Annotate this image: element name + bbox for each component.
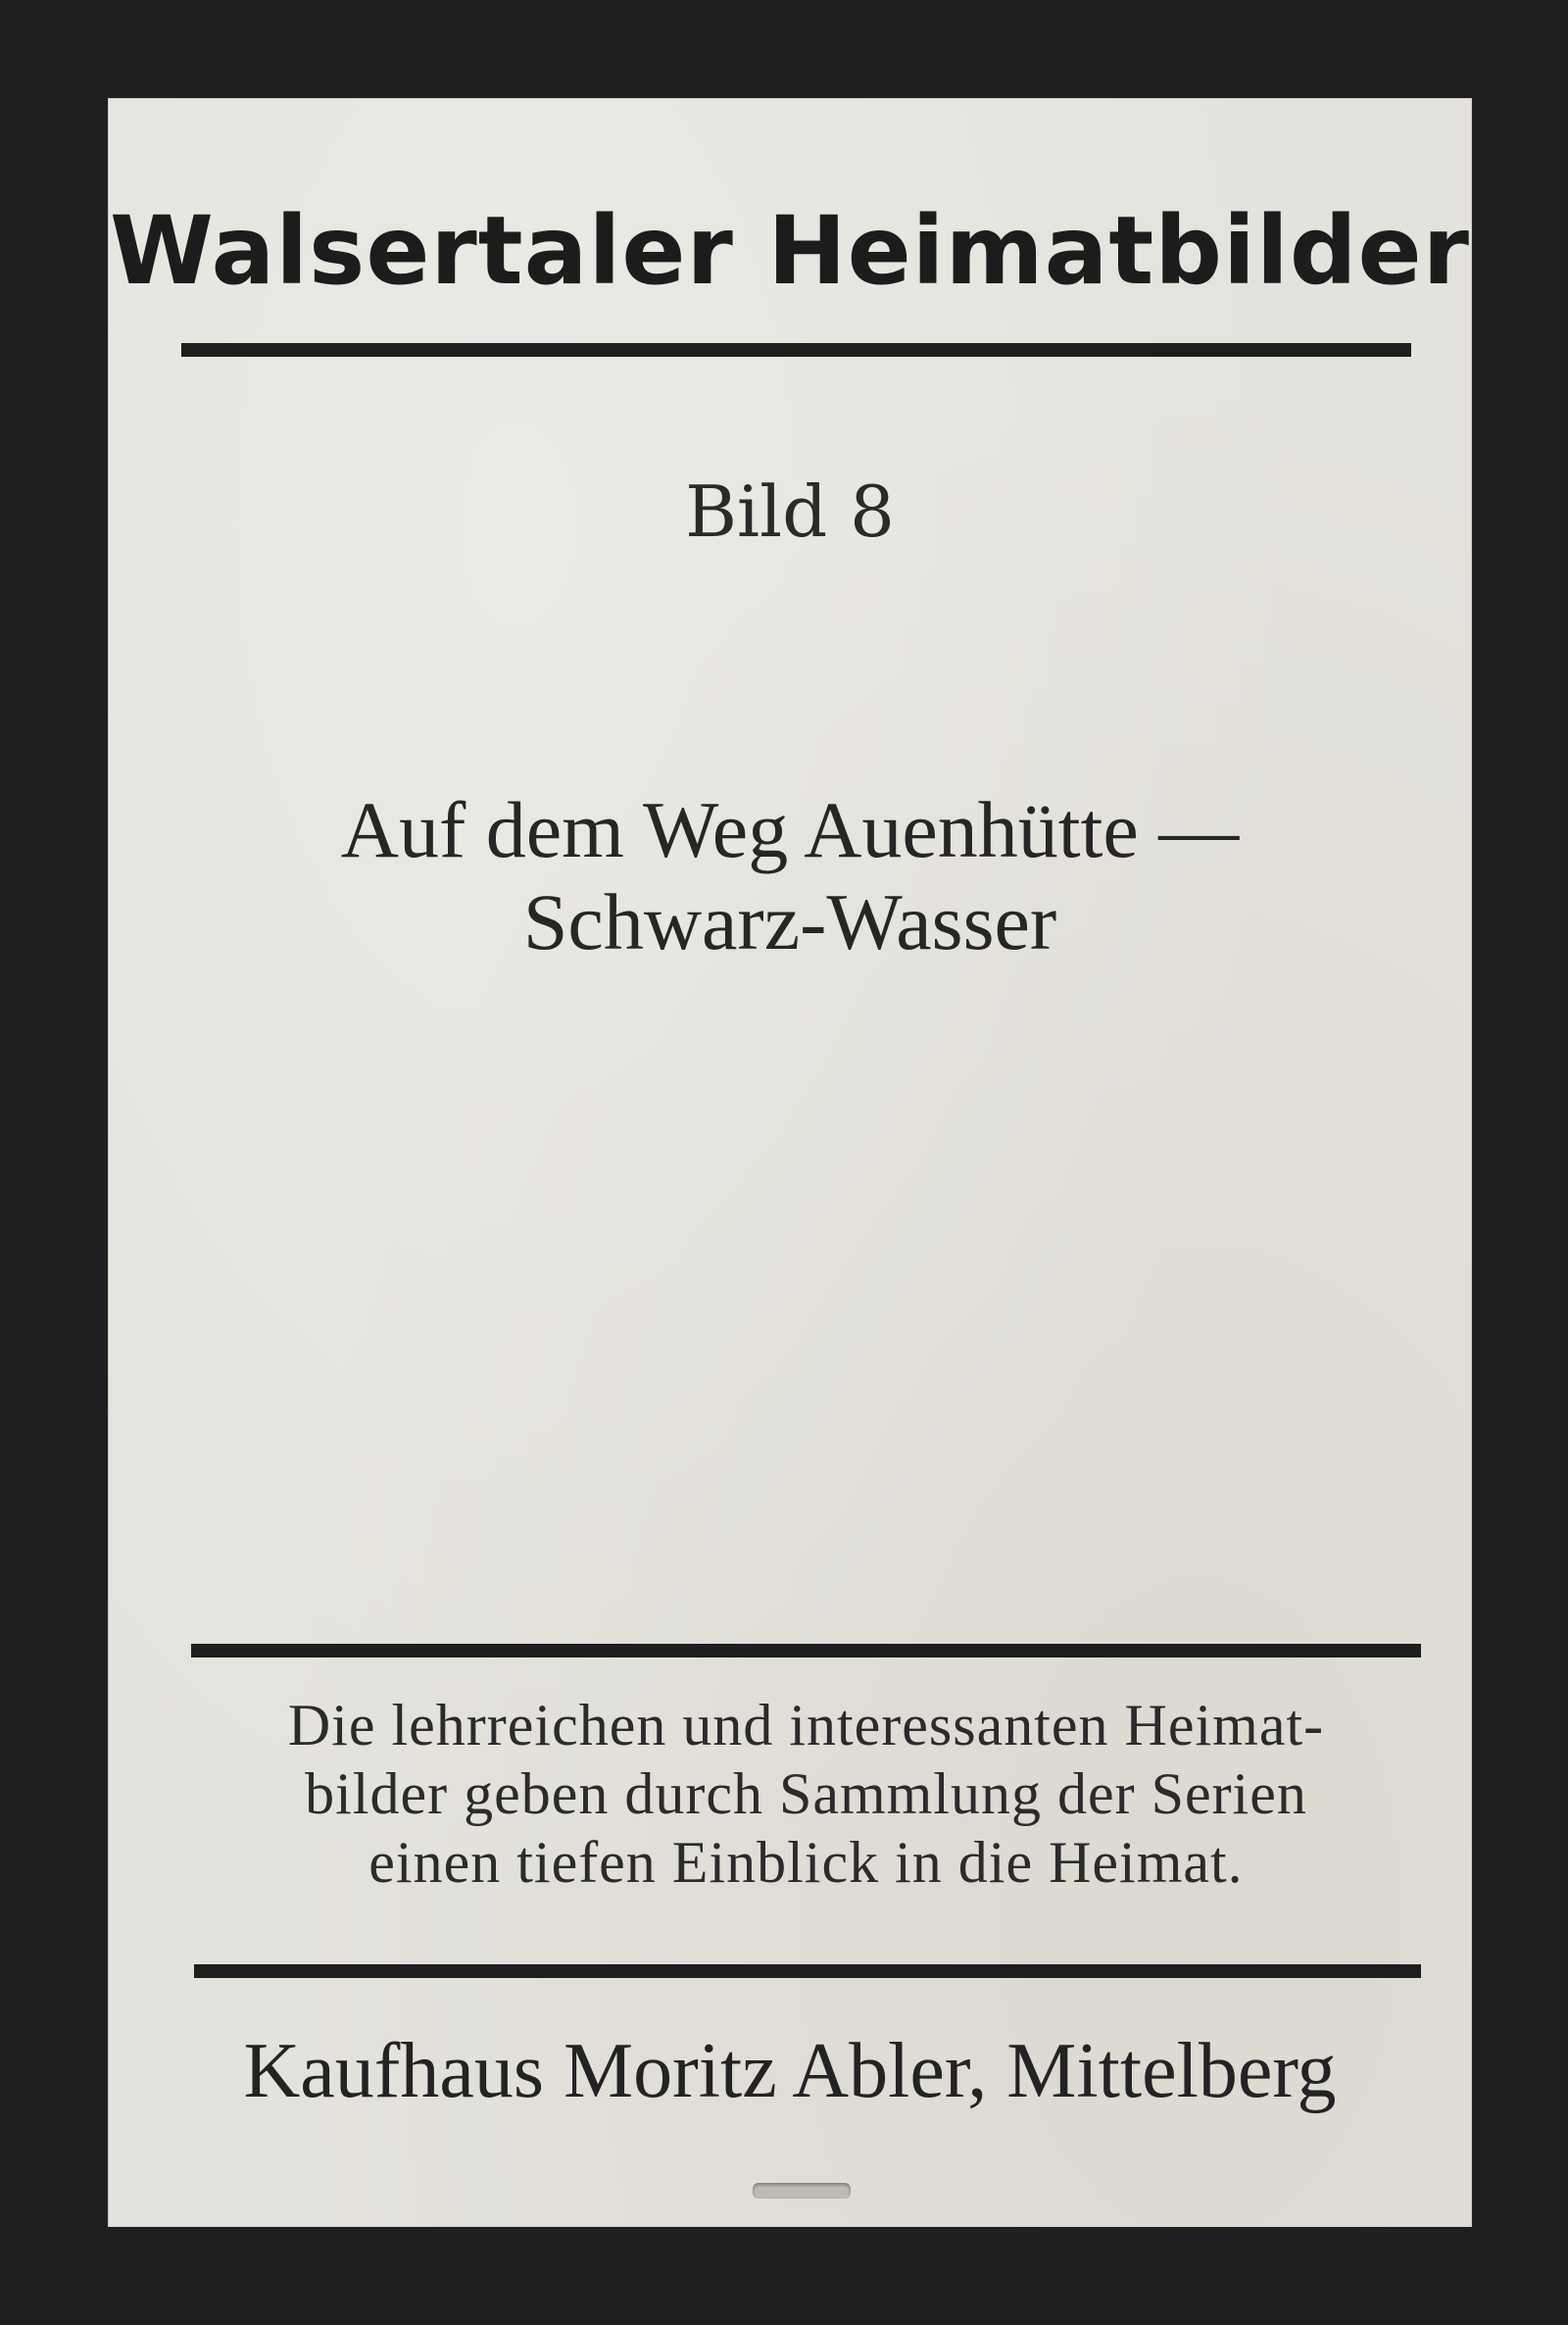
subject-line: Auf dem Weg Auenhütte —	[340, 785, 1240, 874]
picture-number: Bild 8	[685, 470, 895, 553]
title-divider	[181, 343, 1411, 357]
collector-card	[108, 98, 1472, 2227]
description-line: bilder geben durch Sammlung der Serien	[305, 1761, 1307, 1826]
picture-subject	[108, 784, 1472, 968]
subject-line: Schwarz-Wasser	[522, 877, 1057, 966]
card-title: Walsertaler Heimatbilder	[110, 196, 1470, 306]
description-divider-bottom	[194, 1964, 1421, 1978]
description-divider-top	[191, 1644, 1421, 1657]
description-line: einen tiefen Einblick in die Heimat.	[368, 1830, 1244, 1895]
slot-notch	[753, 2183, 851, 2199]
series-description	[191, 1691, 1421, 1897]
publisher-line: Kaufhaus Moritz Abler, Mittelberg	[243, 2028, 1337, 2114]
description-line: Die lehrreichen und interessanten Heimat-	[287, 1693, 1325, 1757]
